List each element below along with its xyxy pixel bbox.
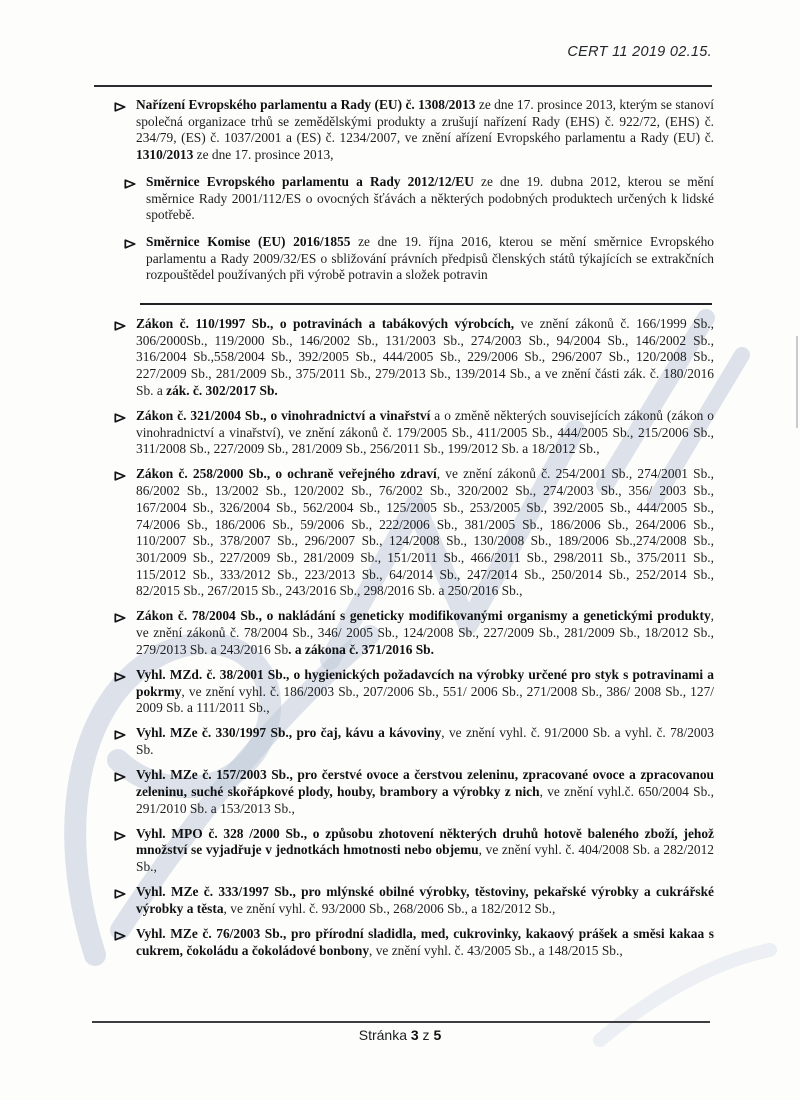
list-item (92, 767, 714, 817)
arrowhead-bullet-icon (114, 667, 127, 687)
arrowhead-bullet-icon (114, 767, 127, 787)
arrowhead-bullet-icon (124, 234, 137, 254)
arrowhead-bullet-icon (114, 97, 127, 117)
text-segment: ze dne 17. prosince 2013, (193, 147, 334, 163)
text-segment: 3 (410, 1027, 419, 1043)
list-item (92, 97, 714, 164)
text-segment: . a zákona č. 371/2016 Sb. (288, 641, 434, 657)
list-item (92, 316, 714, 400)
text-segment: Stránka (358, 1027, 411, 1043)
text-segment: , ve znění vyhl. č. 93/2000 Sb., 268/2006 Sb., a 182/2012 Sb., (223, 900, 556, 916)
list-item-text (136, 667, 714, 717)
arrowhead-bullet-icon (114, 608, 127, 628)
text-segment: , ve znění vyhl. č. 186/2003 Sb., 207/2006 Sb., 551/ 2006 Sb., 271/2008 Sb., 386/ 2008 Sb., 127/ 2009 Sb. a 111/2011 Sb., (136, 683, 714, 716)
text-segment: Vyhl. MPO č. 328 /2000 Sb., o způsobu zhotovení některých druhů hotově baleného zboží, jehož množství se vyjadřuje v jednotkách hmotnosti nebo objemu (136, 825, 714, 858)
text-segment: Směrnice Komise (EU) 2016/1855 (146, 233, 351, 249)
text-segment: Vyhl. MZe č. 333/1997 Sb., pro mlýnské obilné výrobky, těstoviny, pekařské výrobky a cukrářské výrobky a těsta (136, 884, 714, 916)
text-segment: Směrnice Evropského parlamentu a Rady 2012/12/EU (146, 173, 474, 189)
arrowhead-bullet-icon (114, 826, 127, 846)
text-segment: ze dne 17. prosince 2013, kterým se stanoví společná organizace trhů se zemědělskými produkty a zrušují nařízení Rady (EHS) č. 922/72, (EHS) č. 234/79, (ES) č. 1037/2001 a (ES) č. 1234/2007, ve znění ařízení Evropského parlamentu a Rady (EU) č. (136, 97, 715, 146)
text-segment: Vyhl. MZe č. 330/1997 Sb., pro čaj, kávu a kávoviny (136, 725, 442, 741)
text-segment: Zákon č. 321/2004 Sb., o vinohradnictví a vinařství (136, 407, 431, 423)
list-item (92, 408, 714, 458)
text-segment: Zákon č. 258/2000 Sb., o ochraně veřejného zdraví (136, 466, 437, 482)
eu-regulations-list (92, 97, 714, 294)
text-segment: ze dne 19. dubna 2012, kterou se mění směrnice Rady 2001/112/ES o ovocných šťávách a některých podobných produktech určených k lidské spotřebě. (146, 173, 715, 223)
arrowhead-bullet-icon (114, 466, 127, 486)
list-item (92, 608, 714, 658)
text-segment: , ve znění vyhl. č. 43/2005 Sb., a 148/2015 Sb., (369, 942, 623, 958)
text-segment: Vyhl. MZe č. 76/2003 Sb., pro přírodní sladidla, med, cukrovinky, kakaový prášek a směsi kakaa s cukrem, čokoládu a čokoládové bonbony (136, 926, 714, 958)
footer-divider (92, 1021, 710, 1023)
list-item-text (136, 767, 714, 817)
header-divider (94, 85, 712, 87)
section-divider (140, 303, 712, 305)
text-segment: 1310/2013 (136, 147, 194, 163)
text-segment: , ve znění zákonů č. 78/2004 Sb., 346/ 2005 Sb., 124/2008 Sb., 227/2009 Sb., 281/2009 Sb., 18/2012 Sb., 279/2013 Sb. a 243/2016 Sb (136, 608, 714, 657)
text-segment: , ve znění vyhl. č. 404/2008 Sb. a 282/2012 Sb., (136, 842, 714, 875)
list-item-text (136, 884, 714, 917)
text-segment: , ve znění zákonů č. 254/2001 Sb., 274/2001 Sb., 86/2002 Sb., 13/2002 Sb., 120/2002 Sb., 76/2002 Sb., 320/2002 Sb., 274/2003 Sb., 356/ 2003 Sb., 167/2004 Sb., 326/2004 Sb., 562/2004 Sb., 125/2005 Sb., 253/2005 Sb., 392/2005 Sb., 444/2005 Sb., 74/2006 Sb., 186/2006 Sb., 59/2006 Sb., 222/2006 Sb., 381/2005 Sb., 186/2006 Sb., 264/2006 Sb., 110/2007 Sb., 378/2007 Sb., 296/2007 Sb., 124/2008 Sb., 130/2008 Sb., 189/2006 Sb.,274/2008 Sb., 301/2009 Sb., 227/2009 Sb., 281/2009 Sb., 151/2011 Sb., 466/2011 Sb., 298/2011 Sb., 375/2011 Sb., 115/2012 Sb., 333/2012 Sb., 223/2013 Sb., 64/2014 Sb., 247/2014 Sb., 250/2014 Sb., 252/2014 Sb., 82/2015 Sb., 267/2015 Sb., 243/2016 Sb., 298/2016 Sb. a 250/2016 Sb., (136, 466, 714, 599)
list-item-text (136, 408, 714, 458)
text-segment: Zákon č. 110/1997 Sb., o potravinách a tabákových výrobcích, (136, 316, 515, 331)
scan-edge-artifact (796, 336, 798, 428)
arrowhead-bullet-icon (114, 725, 127, 745)
page-footer (0, 1027, 800, 1043)
list-item-text (146, 234, 714, 284)
list-item (92, 174, 714, 224)
arrowhead-bullet-icon (114, 884, 127, 904)
text-segment: a o změně některých souvisejících zákonů (zákon o vinohradnictví a vinařství), ve znění zákonů č. 179/2005 Sb., 411/2005 Sb., 444/2005 Sb., 215/2006 Sb., 311/2008 Sb., 227/2009 Sb., 281/2009 Sb., 256/2011 Sb., 199/2012 Sb. a 18/2012 Sb., (136, 407, 714, 457)
list-item (92, 926, 714, 959)
arrowhead-bullet-icon (114, 926, 127, 946)
list-item-text (136, 608, 714, 658)
list-item (92, 884, 714, 917)
text-segment: Nařízení Evropského parlamentu a Rady (EU) č. 1308/2013 (136, 97, 476, 112)
text-segment: zák. č. 302/2017 Sb. (166, 382, 278, 398)
arrowhead-bullet-icon (114, 316, 127, 336)
arrowhead-bullet-icon (114, 408, 127, 428)
text-segment: , ve znění vyhl.č. 650/2004 Sb., 291/2010 Sb. a 153/2013 Sb., (136, 783, 714, 816)
text-segment: Vyhl. MZd. č. 38/2001 Sb., o hygienických požadavcích na výrobky určené pro styk s potravinami a pokrmy (136, 666, 714, 699)
list-item (92, 466, 714, 600)
czech-laws-list (92, 316, 714, 968)
text-segment: Zákon č. 78/2004 Sb., o nakládání s geneticky modifikovanými organismy a genetickými produkty (136, 608, 711, 624)
text-segment: Vyhl. MZe č. 157/2003 Sb., pro čerstvé ovoce a čerstvou zeleninu, zpracované ovoce a zpracovanou zeleninu, suché skořápkové plody, houby, brambory a výrobky z nich (136, 767, 714, 799)
text-segment: 5 (433, 1027, 442, 1043)
arrowhead-bullet-icon (124, 174, 137, 194)
list-item-text (136, 466, 714, 600)
list-item-text (136, 97, 714, 164)
list-item (92, 826, 714, 876)
list-item-text (136, 316, 714, 400)
text-segment: , ve znění vyhl. č. 91/2000 Sb. a vyhl. č. 78/2003 Sb. (136, 725, 714, 758)
list-item-text (136, 926, 714, 959)
list-item (92, 234, 714, 284)
text-segment: ze dne 19. října 2016, kterou se mění směrnice Evropského parlamentu a Rady 2009/32/ES o sbližování právních předpisů členských států týkajících se extrakčních rozpouštědel používaných při výrobě potravin a složek potravin (146, 233, 714, 283)
list-item (92, 667, 714, 717)
text-segment: z (418, 1027, 434, 1043)
document-code: CERT 11 2019 02.15. (567, 44, 712, 60)
list-item-text (146, 174, 714, 224)
list-item-text (136, 725, 714, 758)
text-segment: ve znění zákonů č. 166/1999 Sb., 306/2000Sb., 119/2000 Sb., 146/2002 Sb., 131/2003 Sb., 274/2003 Sb., 94/2004 Sb., 146/2002 Sb., 316/2004 Sb.,558/2004 Sb., 392/2005 Sb., 444/2005 Sb., 229/2006 Sb., 296/2007 Sb., 120/2008 Sb., 227/2009 Sb., 281/2009 Sb., 375/2011 Sb., 279/2013 Sb., 139/2014 Sb., a ve znění části zák. č. 180/2016 Sb. a (136, 316, 714, 398)
list-item (92, 725, 714, 758)
list-item-text (136, 826, 714, 876)
